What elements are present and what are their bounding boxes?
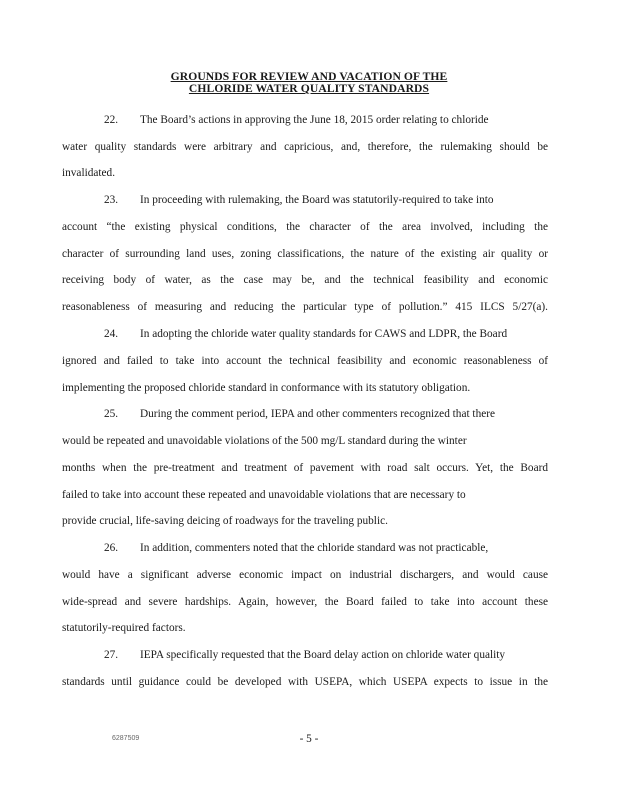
- paragraph-24-line-3: implementing the proposed chloride standard in conformance with its statutory obligation.: [62, 382, 471, 394]
- section-heading-line-2: CHLORIDE WATER QUALITY STANDARDS: [188, 82, 430, 95]
- paragraph-number: 22.: [104, 114, 119, 126]
- section-heading-line-1: GROUNDS FOR REVIEW AND VACATION OF THE: [170, 70, 448, 83]
- paragraph-26-line-2: would have a significant adverse economic impact on industrial dischargers, and would cause: [62, 569, 548, 581]
- paragraph-number: 27.: [104, 649, 119, 661]
- document-id: 6287509: [112, 735, 140, 742]
- paragraph-23-line-1: 23. In proceeding with rulemaking, the Board was statutorily-required to take into: [104, 194, 494, 206]
- paragraph-23-line-3: character of surrounding land uses, zoning classifications, the nature of the existing air quality or: [62, 248, 548, 260]
- paragraph-24-line-1: 24. In adopting the chloride water quality standards for CAWS and LDPR, the Board: [104, 328, 508, 340]
- paragraph-26-line-1: 26. In addition, commenters noted that the chloride standard was not practicable,: [104, 542, 489, 554]
- paragraph-25-line-3: months when the pre-treatment and treatment of pavement with road salt occurs. Yet, the Board: [62, 462, 548, 474]
- paragraph-25-line-1: 25. During the comment period, IEPA and other commenters recognized that there: [104, 408, 496, 420]
- paragraph-23-line-5: reasonableness of measuring and reducing the particular type of pollution.” 415 ILCS 5/27(a).: [62, 301, 548, 313]
- paragraph-22-line-1: 22. The Board’s actions in approving the June 18, 2015 order relating to chloride: [104, 114, 489, 126]
- paragraph-number: 23.: [104, 194, 119, 206]
- paragraph-22-line-3: invalidated.: [62, 167, 116, 179]
- paragraph-number: 26.: [104, 542, 119, 554]
- paragraph-23-line-4: receiving body of water, as the case may be, and the technical feasibility and economic: [62, 274, 548, 286]
- paragraph-26-line-3: wide-spread and severe hardships. Again, however, the Board failed to take into account these: [62, 596, 548, 608]
- paragraph-number: 25.: [104, 408, 119, 420]
- paragraph-24-line-2: ignored and failed to take into account the technical feasibility and economic reasonableness of: [62, 355, 548, 367]
- paragraph-number: 24.: [104, 328, 119, 340]
- paragraph-25-line-2: would be repeated and unavoidable violations of the 500 mg/L standard during the winter: [62, 435, 467, 447]
- paragraph-27-line-2: standards until guidance could be developed with USEPA, which USEPA expects to issue in the: [62, 676, 548, 688]
- paragraph-22-line-2: water quality standards were arbitrary and capricious, and, therefore, the rulemaking should be: [62, 141, 548, 153]
- paragraph-27-line-1: 27. IEPA specifically requested that the Board delay action on chloride water quality: [104, 649, 506, 661]
- page-number: - 5 -: [299, 733, 319, 745]
- paragraph-25-line-4: failed to take into account these repeated and unavoidable violations that are necessary to: [62, 489, 466, 501]
- paragraph-26-line-4: statutorily-required factors.: [62, 622, 186, 634]
- paragraph-23-line-2: account “the existing physical conditions, the character of the area involved, including the: [62, 221, 548, 233]
- paragraph-25-line-5: provide crucial, life-saving deicing of roadways for the traveling public.: [62, 515, 388, 527]
